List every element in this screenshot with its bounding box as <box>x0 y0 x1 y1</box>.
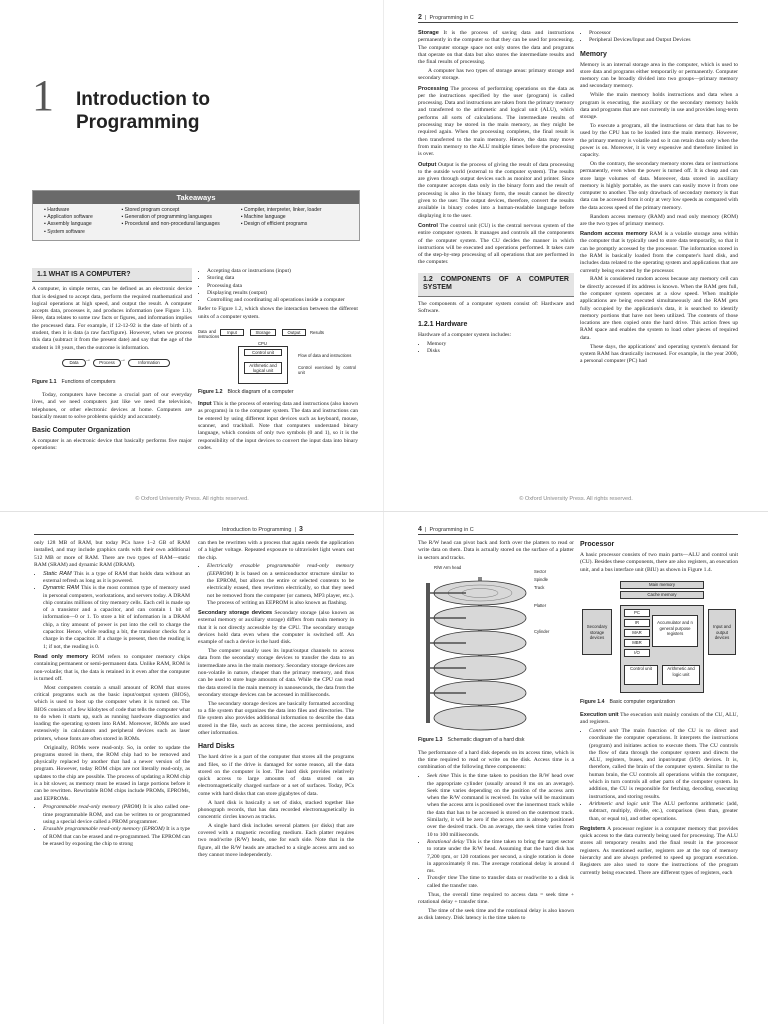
run-in-heading: Read only memory <box>34 653 89 660</box>
list-item <box>43 585 190 651</box>
paragraph-text: It is the process of saving data and instructions permanently in the computer so that they can be used for processing. The computer storage space not only stores the data and programs that operate on that data but also stores the intermediate results and the final results of processing. <box>418 30 574 66</box>
registers-paragraph <box>580 826 738 877</box>
paragraph: The time of the seek time and the rotational delay is also known as disk latency. Disk latency is the time taken to <box>418 908 574 922</box>
fig4-alu-box: Arithmetic and logic unit <box>662 665 700 685</box>
paragraph: The components of a computer system consist of: Hardware and Software. <box>418 300 574 314</box>
fig2-control-unit-box: Control unit <box>244 349 282 356</box>
run-in-heading: Control unit <box>589 727 619 734</box>
running-head-text: Programming in C <box>429 527 474 533</box>
list-item: • Disks <box>427 348 574 355</box>
paragraph: While the main memory holds instructions and data when a program is executing, the auxiliary or the secondary memory holds data and programs that are not currently in use and provides long-term storage. <box>580 92 738 121</box>
run-in-heading: Seek time <box>427 773 449 780</box>
arrow-right-icon: → <box>85 357 91 364</box>
figure-1-2-caption <box>198 389 358 396</box>
paragraph: only 128 MB of RAM, but today PCs have 1–2 GB of RAM installed, and may include graphics cards with their own additional 512 MB or more of RAM. There are two types of RAM—static RAM (SRAM) and dynamic RAM (DRAM). <box>34 540 190 568</box>
list-item: • Accepting data or instructions (input) <box>207 268 358 275</box>
run-in-heading: Dynamic RAM <box>43 585 80 592</box>
running-header: 2 | Programming in C <box>418 14 474 21</box>
list-item: • Processor <box>589 30 738 37</box>
list-item: • Peripheral Devices/Input and Output Devices <box>589 37 738 44</box>
fig4-register-io: I/O <box>624 649 650 656</box>
paragraph-text: It is a type of ROM that can be erased and re-programmed. The EPROM can be erased by exposing the chip to strong <box>43 826 190 847</box>
run-in-heading: Registers <box>580 825 606 832</box>
list-item <box>589 728 738 801</box>
fig2-alu-box: Arithmetic and logical unit <box>244 362 282 374</box>
fig3-sector-label: Sector <box>534 569 547 575</box>
run-in-heading: Input <box>198 401 212 408</box>
chapter-title: Introduction to Programming <box>76 89 211 133</box>
fig4-register-mar: MAR <box>624 629 650 636</box>
fig2-storage-box: Storage <box>250 329 276 336</box>
paragraph-text: This is the most common type of memory used in personal computers, workstations, and servers today. A DRAM chip contains millions of tiny memory cells. Each cell is made up of a transistor and a capacitor, and can contain 1 bit of information—0 or 1. To store a bit of information in a DRAM chip, a tiny amount of power is put into the cell to charge the capacitor. Hence, while reading a bit, the transistor checks for a charge in the capacitor. If a charge is present, then the reading is 1; if not, the reading is 0. <box>43 585 190 650</box>
access-time-components-list <box>418 773 574 890</box>
page-4-right-column <box>580 540 738 878</box>
paragraph-text: Secondary storage (also known as external memory or auxiliary storage) differs from main memory in that it is not directly accessible by the CPU. The secondary storage devices hold data even when the computer is switched off. An example of such a device is the hard disk. <box>198 610 354 646</box>
paragraph-text: The execution unit mainly consists of the CU, ALU, and registers. <box>580 711 738 726</box>
caption-label: Figure 1.2 <box>198 388 223 395</box>
paragraph: A computer, in simple terms, can be defined as an electronic device that is designed to accept data, perform the required mathematical and logical operations at high speed, and output the result. A computer accepts data, processes it, and produces information (see Figure 1.1). Here, data relates to some raw facts or figures, and information implies the processed data. For example, if 12-12-92 is the date of birth of a student, then it is data (a raw fact/figure). However, when we process this data (subtract it from the present date) and say that the age of the student is 18 years, then the outcome is information. <box>32 286 192 351</box>
subheading-hard-disks: Hard Disks <box>198 743 235 751</box>
figure-1-1-caption <box>32 379 192 386</box>
caption-label: Figure 1.1 <box>32 379 57 386</box>
page-1-left-column <box>32 268 192 454</box>
ram-types-list <box>34 571 190 651</box>
caption-text: Schematic diagram of a hard disk <box>447 737 525 744</box>
rom-types-list <box>34 804 190 848</box>
fig4-secondary-storage-box: Secondary storage devices <box>582 609 612 655</box>
takeaways-column-1 <box>37 207 114 236</box>
header-rule <box>418 534 738 535</box>
fig4-control-unit-box: Control unit <box>624 665 658 685</box>
fig4-register-pc: PC <box>624 609 650 616</box>
takeaways-label: Takeaways <box>33 191 359 204</box>
header-rule <box>34 534 354 535</box>
paragraph-text: This is the time taken to bring the target sector to rotate under the R/W head. Assuming that the hard disk has 7,200 rpm, or 120 rotations per second, a single rotation is done in approximately 8 ms. The average rotational delay is around 4 ms. <box>427 838 574 875</box>
paragraph-text: This is the process of entering data and instructions (also known as programs) in to the computer system. The data and instructions can be entered by using different input devices such as keyboard, mouse, scanner, and trackball. Note that computers understand binary language, which consists of only two symbols (0 and 1), so it is the responsibility of the input devices to convert the input data into binary codes. <box>198 401 358 451</box>
input-paragraph <box>198 401 358 452</box>
run-in-heading: Rotational delay <box>427 838 465 845</box>
page-number: 4 <box>418 526 422 533</box>
fig2-output-box: Output <box>282 329 306 336</box>
list-item <box>43 804 190 826</box>
control-paragraph <box>418 223 574 267</box>
page-1 <box>0 0 384 512</box>
paragraph: The R/W head can pivot back and forth over the platters to read or write data on them. Data is actually stored on the surface of a platter in sectors and tracks. <box>418 540 574 561</box>
paragraph: Random access memory (RAM) and read only memory (ROM) are the two types of primary memory. <box>580 213 738 227</box>
running-head-text: Introduction to Programming <box>222 527 292 533</box>
paragraph-text: The main function of the CU is to direct and coordinate the computer operations. It interprets the instructions (program) and initiates action to execute them. The CU controls the flow of data through the computer system and directs the ALU, registers, buses, and input/output (I/O) devices. It is, therefore, called the brain of the computer system. Similar to the human brain, the CU controls all operations within the computer, which in turn controls all other parts of the computer system. In addition, the CU is responsible for fetching, decoding, executing instructions, and storing results. <box>589 727 739 800</box>
fig2-results-label: Results <box>310 329 324 335</box>
running-head-text: Programming in C <box>429 15 474 21</box>
paragraph-text: The time to transfer data or read/write to a disk is called the transfer rate. <box>427 875 574 889</box>
list-item: • Storing data <box>207 275 358 282</box>
output-paragraph <box>418 162 574 220</box>
run-in-heading: Storage <box>418 30 439 36</box>
caption-text: Basic computer organization <box>609 699 675 706</box>
fig4-register-mbr: MBR <box>624 639 650 646</box>
fig2-input-box: Input <box>220 329 244 336</box>
fig3-track-label: Track <box>534 585 545 591</box>
paragraph: The computer usually uses its input/output channels to access data from the secondary storage devices to transfer the data to an intermediate area in the main memory. Secondary storage devices are non-volatile in nature, cheaper than the primary memory, and thus can be used to store huge amounts of data. While the CPU can read the data stored in the main memory in nanoseconds, the data from the secondary storage devices can be accessed in milliseconds. <box>198 648 354 698</box>
takeaway-item: ▪ Hardware <box>44 207 114 214</box>
page-2-left-column <box>418 30 574 358</box>
run-in-heading: Electrically erasable programmable read-only memory (EEPROM) <box>207 563 354 577</box>
run-in-heading: Programmable read-only memory (PROM) <box>43 804 142 811</box>
list-item <box>43 571 190 586</box>
figure-1-4-computer-organization <box>580 575 738 695</box>
page-1-right-column <box>198 268 358 454</box>
caption-text: Functions of computers <box>61 379 116 386</box>
section-heading-1-1: 1.1 WHAT IS A COMPUTER? <box>32 268 192 282</box>
paragraph-text: The ALU performs arithmetic (add, subtract, multiply, divide, etc.), comparison (less than, greater than, or equal to), and other operations. <box>589 800 738 822</box>
ram-paragraph <box>580 231 738 275</box>
page-3-right-column <box>198 540 354 861</box>
paragraph: The hard drive is a part of the computer that stores all the programs and files, so if the drive is damaged for some reason, all the data stored on the computer is lost. The hard disk provides relatively quick access to large amounts of data stored on an electromagnetically charged surface or a set of surfaces. Today, PCs come with hard disks that can store gigabytes of data. <box>198 754 354 797</box>
fig1-data-box: Data <box>62 359 86 366</box>
caption-label: Figure 1.3 <box>418 737 443 744</box>
paragraph: A single hard disk includes several platters (or disks) that are covered with a magnetic recording medium. Each platter requires two read/write (R/W) heads, one for each side. Note that in the figure, all the R/W heads are attached to a single access arm and so they cannot move independently. <box>198 822 354 859</box>
takeaway-item: ▪ System software <box>44 229 114 236</box>
execution-unit-list <box>580 728 738 823</box>
page-4 <box>384 512 768 1024</box>
paragraph: Refer to Figure 1.2, which shows the interaction between the different units of a computer system. <box>198 306 358 320</box>
page-number: 3 <box>298 526 303 533</box>
paragraph: To execute a program, all the instructions or data that has to be used by the CPU has to be loaded into the main memory. However, the primary memory is volatile and so it can retain data only when the power is on. Moreover, it is very expensive and therefore limited in capacity. <box>580 122 738 159</box>
run-in-heading: Processing <box>418 85 449 92</box>
takeaway-item: ▪ Compiler, interpreter, linker, loader <box>241 207 355 214</box>
fig4-io-devices-box: Input and output devices <box>708 609 736 655</box>
paragraph-text: It is also called one-time programmable ROM, and can be written to or programmed using a special device called a PROM programmer. <box>43 804 190 825</box>
paragraph-text: The control unit (CU) is the central nervous system of the entire computer system. It manages and controls all the components of the computer system. The CU decides the manner in which instructions will be executed and operations performed. It takes care of the step-by-step processing of all operations that are performed in the computer. <box>418 222 574 266</box>
takeaway-item: ▪ Design of efficient programs <box>241 221 355 228</box>
paragraph: Memory is an internal storage area in the computer, which is used to store data and programs either temporarily or permanently. Computer memory can be broadly divided into two groups—primary memory and secondary memory. <box>580 61 738 90</box>
rom-paragraph <box>34 654 190 683</box>
fig4-accumulator-box: Accumulator and n general purpose registers <box>652 615 698 647</box>
paragraph-text: A processor register is a computer memory that provides quick access to the data currently being used for processing. The ALU stores all temporary results and the final result in the processor registers. As mentioned earlier, registers are at the top of memory hierarchy and are always preferred to speed up program execution. Registers are also used to store the instructions of the program currently being executed. There are different types of registers, each <box>580 825 738 876</box>
takeaway-item: ▪ Assembly language <box>44 221 114 228</box>
subheading-hardware: 1.2.1 Hardware <box>418 321 468 329</box>
hardware-list-continued <box>580 30 738 45</box>
page-number: 2 <box>418 14 422 21</box>
takeaways-column-3 <box>234 207 355 236</box>
fig3-cylinder-label: Cylinder <box>534 629 550 635</box>
subheading-processor: Processor <box>580 541 615 548</box>
paragraph: Hardware of a computer system includes: <box>418 332 512 339</box>
fig3-platter-label: Platter <box>534 603 547 609</box>
fig1-process-box: Process <box>93 359 121 366</box>
list-item <box>43 826 190 848</box>
paragraph-text: RAM is a volatile storage area within the computer that is typically used to store data temporarily, so that it can be promptly accessed by the processor. The information stored in the RAM is basically loaded from the computer's hard disk, and includes data related to the operating system and applications that are currently being executed by the processor. <box>580 231 738 274</box>
fig4-cache-memory-box: Cache memory <box>620 591 704 598</box>
run-in-heading: Execution unit <box>580 711 619 718</box>
paragraph: Most computers contain a small amount of ROM that stores critical programs such as the basic input/output system (BIOS), which is used to boot up the computer when it is turned on. The BIOS consists of a few kilobytes of code that tells the computer what to do when it starts up, such as running hardware diagnostics and loading the operating system into RAM. Moreover, ROMs are used extensively in calculators and peripheral devices such as laser printers, whose fonts are often stored in ROMs. <box>34 684 190 742</box>
paragraph: On the contrary, the secondary memory stores data or instructions permanently, even when the power is turned off. It is cheap and can store large volumes of data. Moreover, data stored in auxiliary memory is highly portable, as the users can easily move it from one computer to another. The only drawback of secondary memory is that data can be accessed from it only at very low speeds as compared with the data access speed of the primary memory. <box>580 160 738 211</box>
takeaway-item: ▪ Machine language <box>241 214 355 221</box>
paragraph: The performance of a hard disk depends on its access time, which is the time required to read or write on the disk. Access time is a combination of the following three components: <box>418 749 574 771</box>
eeprom-list <box>198 563 354 607</box>
fig2-data-label: Data and instructions <box>198 328 220 339</box>
paragraph: A computer has two types of storage areas: primary storage and secondary storage. <box>418 67 574 82</box>
paragraph-text: This is a type of RAM that holds data without an external refresh as long as it is powered. <box>43 570 190 584</box>
paragraph: RAM is considered random access because any memory cell can be directly accessed if its address is known. When the RAM gets full, the computer system operates at a slow speed. When multiple applications are being executed simultaneously and the RAM gets fully occupied by the application's data, it is searched to identify memory portions that have not been utilized. The contents of those locations are then copied onto the hard drive. This action frees up RAM space and enables the system to load other pieces of required data. <box>580 276 738 341</box>
page-footer: © Oxford University Press. All rights reserved. <box>519 496 633 502</box>
list-item <box>207 563 354 607</box>
list-item: • Controlling and coordinating all operations inside a computer <box>207 297 358 304</box>
figure-1-3-hard-disk <box>418 563 574 733</box>
fig2-legend-data-flow: Flow of data and instructions <box>298 352 352 358</box>
page-3-left-column <box>34 540 190 850</box>
fig3-rw-arm-label: R/W Arm head <box>434 565 462 571</box>
subheading-basic-computer-organization: Basic Computer Organization <box>32 427 131 435</box>
run-in-heading: Output <box>418 161 437 168</box>
run-in-heading: Erasable programmable read-only memory (EPROM) <box>43 826 165 833</box>
takeaway-item: ▪ Procedural and non-procedural languages <box>121 221 233 228</box>
caption-text: Block diagram of a computer <box>227 388 294 395</box>
hard-disk-drawing <box>418 563 568 733</box>
list-item <box>427 875 574 890</box>
page-4-left-column <box>418 540 574 924</box>
secondary-storage-paragraph <box>198 610 354 646</box>
hardware-list <box>418 341 574 356</box>
takeaways-column-2 <box>114 207 233 236</box>
paragraph-text: ROM refers to computer memory chips containing permanent or semi-permanent data. Unlike RAM, ROM is non-volatile; that is, the data is retained in it even after the computer is turned off. <box>34 653 190 682</box>
run-in-heading: Static RAM <box>43 570 72 577</box>
run-in-heading: Arithmetic and logic unit <box>589 800 650 807</box>
paragraph: Today, computers have become a crucial part of our everyday lives, and we need computers just like we need the television, telephones, or other electronic devices at home. Computers are basically meant to solve problems quickly and accurately. <box>32 391 192 420</box>
storage-paragraph <box>418 30 574 66</box>
processing-paragraph <box>418 86 574 159</box>
paragraph: A hard disk is basically a set of disks, stacked together like phonograph records, that has data recorded electromagnetically in concentric circles known as tracks. <box>198 799 354 821</box>
figure-1-1 <box>32 353 192 375</box>
paragraph: A computer is an electronic device that basically performs five major operations: <box>32 438 192 452</box>
running-header: 4 | Programming in C <box>418 526 474 533</box>
paragraph-text: Output is the process of giving the result of data processing to the outside world (external to the computer system). The results are given through output devices such as monitor and printer. Since the computer accepts data only in the binary form and the result of processing is also in the binary form, the result cannot be directly given to the user. The output devices, therefore, convert the results available in binary codes into a human-readable language before displaying it to the user. <box>418 161 574 219</box>
figure-1-4-caption <box>580 699 738 706</box>
list-item: • Memory <box>427 341 574 348</box>
takeaway-item: ▪ Stored program concept <box>121 207 233 214</box>
caption-label: Figure 1.4 <box>580 699 605 706</box>
fig4-register-ir: IR <box>624 619 650 626</box>
list-item <box>427 773 574 839</box>
running-header: Introduction to Programming | 3 <box>222 526 303 533</box>
takeaway-item: ▪ Generation of programming languages <box>121 214 233 221</box>
page-2-right-column <box>580 30 738 367</box>
run-in-heading: Transfer time <box>427 875 458 882</box>
paragraph: can then be rewritten with a process that again needs the application of a higher voltage. Repeated exposure to ultraviolet light wears out the chip. <box>198 540 354 561</box>
takeaways-box <box>32 190 360 241</box>
fig3-spindle-label: Spindle <box>534 577 548 583</box>
page-3 <box>0 512 384 1024</box>
paragraph-text: This is the time taken to position the R/W head over the appropriate cylinder (usually around 8 ms on an average). Seek time varies depending on the position of the access arm when the R/W command is received. Its value will be maximum when the access arm is positioned over the innermost track while the data that has to be accessed is stored on the outermost track. Similarly, it will be zero if the access arm is already positioned over the desired track. On an average, the seek time varies from 10 to 100 milliseconds. <box>427 773 574 838</box>
figure-1-2 <box>198 323 358 385</box>
operations-list <box>198 268 358 304</box>
paragraph: Originally, ROMs were read-only. So, in order to update the programs stored in them, the ROM chip had to be removed and physically replaced by another that had a newer version of the program. However, today ROM chips are not literally read-only, as updates to the chip are possible. The process of updating a ROM chip is a bit slower, as memory must be erased in large portions before it can be rewritten. Rewritable ROM chips include PROMs, EPROMs, and EEPROMs. <box>34 744 190 802</box>
paragraph-text: The process of performing operations on the data as per the instructions specified by the user (program) is called processing. Data and instructions are taken from the primary memory and transferred to the arithmetic and logical unit (ALU), which performs all sorts of calculations. The intermediate results of processing may be stored in the main memory, as they might be required again. When the processing completes, the final result is then transferred to the main memory. Hence, the data may move from main memory to the ALU multiple times before the processing is over. <box>418 85 574 158</box>
fig2-cpu-label: CPU <box>258 340 267 346</box>
paragraph: The secondary storage devices are basically formatted according to a file system that organizes the data into files and directories. The file system also provides additional information to describe the data stored in the file, such as access time, the access permissions, and other information. <box>198 700 354 736</box>
list-item <box>589 801 738 823</box>
run-in-heading: Random access memory <box>580 231 648 238</box>
fig4-main-memory-box: Main memory <box>620 581 704 588</box>
section-heading-1-2: 1.2 COMPONENTS OF A COMPUTER SYSTEM <box>418 273 574 297</box>
page-footer: © Oxford University Press. All rights reserved. <box>135 496 249 502</box>
list-item: • Processing data <box>207 283 358 290</box>
takeaway-item: ▪ Application software <box>44 214 114 221</box>
list-item: • Displaying results (output) <box>207 290 358 297</box>
header-rule <box>418 22 738 23</box>
execution-unit-paragraph <box>580 712 738 727</box>
access-arm-post <box>426 583 430 723</box>
arrow-right-icon: → <box>120 357 126 364</box>
subheading-memory: Memory <box>580 50 607 58</box>
paragraph: Thus, the overall time required to access data = seek time + rotational delay + transfer time. <box>418 892 574 906</box>
paragraph: These days, the applications' and operating system's demand for system RAM has drastically increased. For example, in the year 2000, a personal computer (PC) had <box>580 343 738 365</box>
fig1-information-box: Information <box>128 359 170 366</box>
fig2-legend-control: Control exercised by control unit <box>298 364 356 375</box>
chapter-number: 1 <box>32 71 54 120</box>
run-in-heading: Control <box>418 222 438 229</box>
paragraph: A basic processor consists of two main parts—ALU and control unit (CU). Besides these components, there are also registers, an execution unit, and a bus interface unit (BIU) as shown in Figure 1.4. <box>580 552 738 573</box>
page-2 <box>384 0 768 512</box>
paragraph-text: It is based on a semiconductor structure similar to the EPROM, but allows the entire or selected contents to be electrically erased, then rewritten electrically, so that they need not be removed from the computer (or camera, MP3 player, etc.). The process of writing an EEPROM is also known as flashing. <box>207 570 354 606</box>
platter <box>434 706 526 730</box>
run-in-heading: Secondary storage devices <box>198 610 273 617</box>
figure-1-3-caption <box>418 737 574 744</box>
list-item <box>427 839 574 875</box>
